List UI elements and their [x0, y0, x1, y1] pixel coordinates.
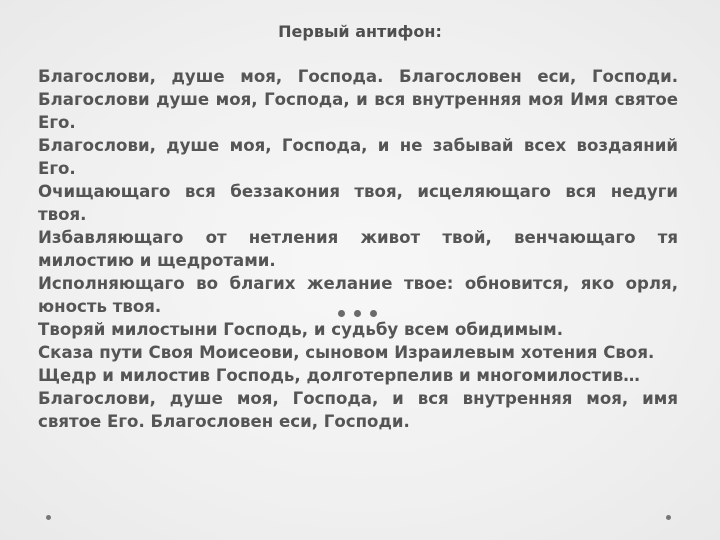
verse-paragraph: Благослови, душе моя, Господа, и вся внутренняя моя, имя святое Его. Благословен еси, Господи. — [38, 389, 678, 431]
verse-paragraph: Избавляющаго от нетления живот твой, венчающаго тя милостию и щедротами. — [38, 228, 678, 270]
three-dots-icon — [334, 307, 384, 319]
verse-paragraph: Щедр и милостив Господь, долготерпелив и многомилостив… — [38, 366, 640, 385]
slide-title: Первый антифон: — [278, 22, 442, 41]
dot-icon — [338, 310, 345, 317]
verse-paragraph: Благослови, душе моя, Господа, и не забывай всех воздаяний Его. — [38, 136, 678, 178]
dot-icon — [370, 310, 377, 317]
antiphon-text — [38, 65, 678, 433]
bottom-left-dot-icon — [46, 515, 51, 520]
dot-icon — [354, 310, 361, 317]
verse-paragraph: Сказа пути Своя Моисеови, сыновом Израилевым хотения Своя. — [38, 343, 655, 362]
verse-paragraph: Очищающаго вся беззакония твоя, исцеляющаго вся недуги твоя. — [38, 182, 678, 224]
verse-paragraph: Исполняющаго во благих желание твое: обновится, яко орля, юность твоя. — [38, 274, 678, 316]
bottom-right-dot-icon — [666, 515, 671, 520]
verse-paragraph: Творяй милостыни Господь, и судьбу всем обидимым. — [38, 320, 564, 339]
verse-paragraph: Благослови, душе моя, Господа. Благословен еси, Господи. Благослови душе моя, Господа, и вся внутренняя моя Имя святое Его. — [38, 67, 678, 132]
